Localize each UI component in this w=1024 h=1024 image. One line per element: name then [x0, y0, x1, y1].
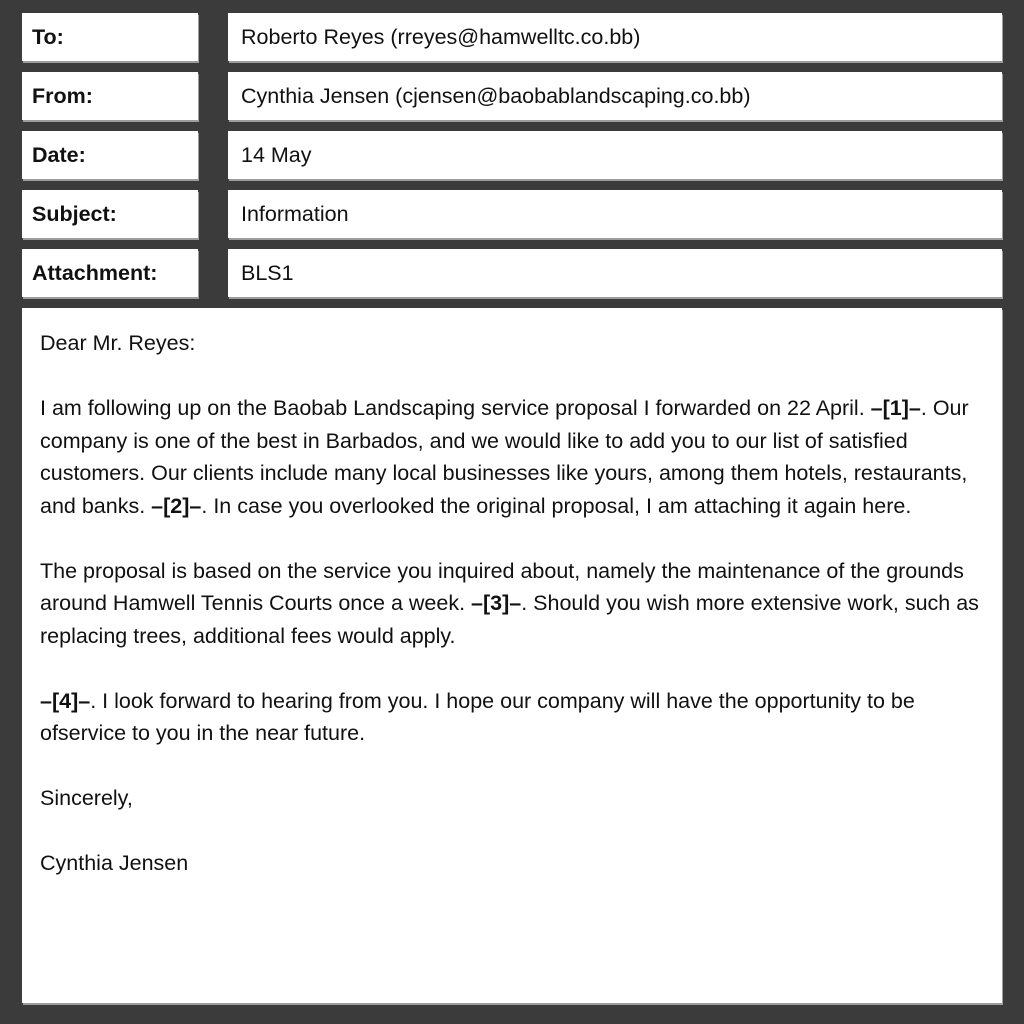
body-paragraph: [40, 685, 982, 750]
field-label-date: Date:: [22, 131, 198, 179]
closing: Sincerely,: [40, 786, 133, 810]
field-value-to: Roberto Reyes (rreyes@hamwelltc.co.bb): [228, 13, 1002, 61]
field-row-subject: [22, 190, 1002, 238]
body-text: . I look forward to hearing from you. I hope our company will have the opportunity to be ofservice to you in the near future.: [40, 688, 915, 745]
field-value-subject: Information: [228, 190, 1002, 238]
blank-marker: –[3]–: [471, 591, 522, 615]
field-label-to: To:: [22, 13, 198, 61]
field-row-date: [22, 131, 1002, 179]
field-value-attachment: BLS1: [228, 249, 1002, 297]
field-row-attachment: [22, 249, 1002, 297]
signature: Cynthia Jensen: [40, 851, 189, 875]
field-row-from: [22, 72, 1002, 120]
email-body: [22, 308, 1002, 1003]
field-row-to: [22, 13, 1002, 61]
body-text: . Should you wish more extensive work, such as replacing trees, additional fees would apply.: [40, 591, 979, 648]
body-text: . In case you overlooked the original proposal, I am attaching it again here.: [201, 493, 912, 518]
body-text: . Our company is one of the best in Barbados, and we would like to add you to our list of satisfied customers. Our clients include many local businesses like yours, among them hotels, restaurants, and banks.: [40, 396, 969, 518]
body-text: The proposal is based on the service you inquired about, namely the maintenance of the grounds around Hamwell Tennis Courts once a week.: [40, 558, 964, 615]
salutation: Dear Mr. Reyes:: [40, 331, 196, 355]
body-paragraph: [40, 392, 982, 522]
blank-marker: –[4]–: [40, 688, 91, 713]
field-label-attachment: Attachment:: [22, 249, 198, 297]
field-value-date: 14 May: [228, 131, 1002, 179]
field-value-from: Cynthia Jensen (cjensen@baobablandscaping.co.bb): [228, 72, 1002, 120]
body-paragraph: [40, 555, 982, 653]
field-label-subject: Subject:: [22, 190, 198, 238]
body-text: I am following up on the Baobab Landscaping service proposal I forwarded on 22 April.: [40, 396, 871, 420]
body-paragraphs: [40, 392, 982, 750]
blank-marker: –[1]–: [870, 396, 921, 420]
email-header: [22, 13, 1002, 297]
blank-marker: –[2]–: [151, 493, 202, 518]
field-label-from: From:: [22, 72, 198, 120]
